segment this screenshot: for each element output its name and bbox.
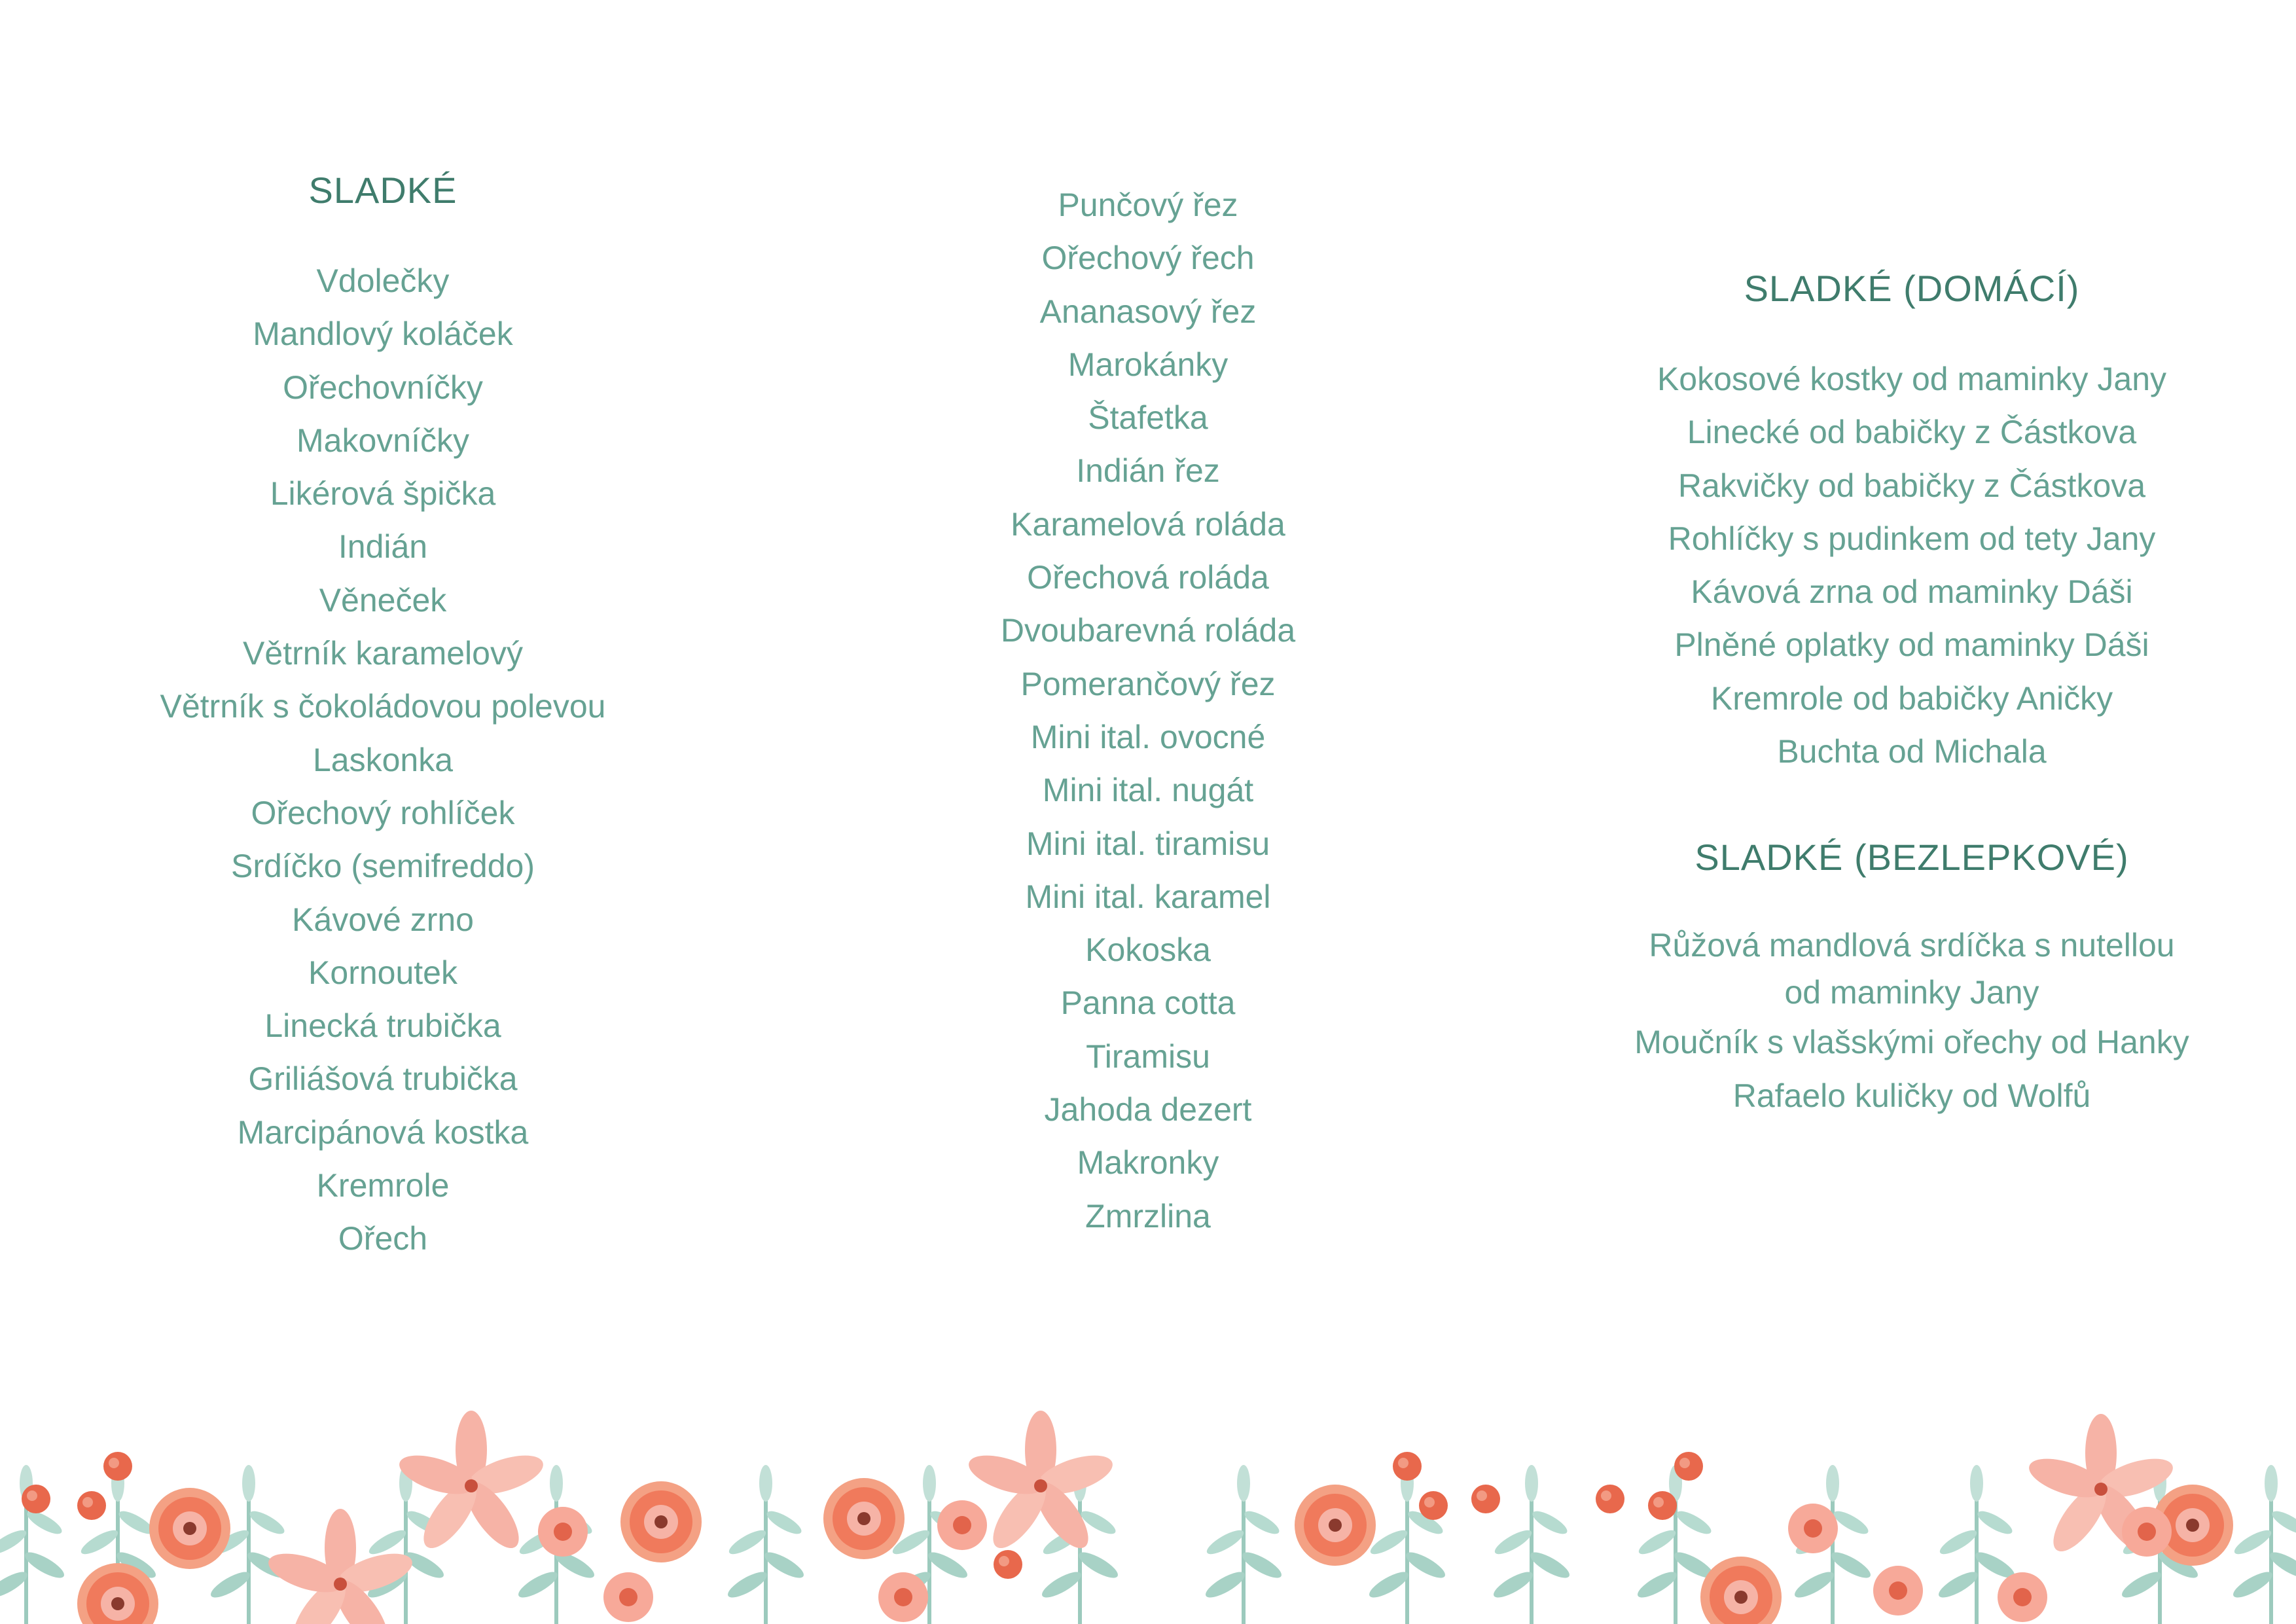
list-item: Ořechový rohlíček [251,794,515,831]
list-item: Kávová zrna od maminky Dáši [1691,573,2133,611]
list-item: Indián řez [1076,452,1220,490]
list-item: Linecká trubička [264,1007,501,1045]
list-item: Ořech [338,1220,428,1257]
list-item: Ananasový řez [1039,293,1257,330]
list-item: Mini ital. ovocné [1030,718,1266,755]
list-sweet [121,255,645,1266]
list-item: Makronky [1077,1144,1219,1182]
list-item: Likérová špička [270,475,496,513]
list-item: Tiramisu [1086,1038,1210,1075]
list-item: Větrník s čokoládovou polevou [160,688,606,725]
list-item-line: Růžová mandlová srdíčka s nutellou [1649,927,2175,964]
list-item: Kávové zrno [292,901,474,938]
list-item: Makovníčky [296,422,469,459]
column-middle [886,179,1410,1243]
section-title-homemade: SLADKÉ (DOMÁCÍ) [1744,268,2080,309]
list-item: Griliášová trubička [248,1060,518,1098]
section-title-sweet: SLADKÉ [308,170,457,211]
section-title-gluten-free: SLADKÉ (BEZLEPKOVÉ) [1695,837,2129,878]
list-item: Vdolečky [316,262,450,299]
list-item: Ořechovníčky [283,369,483,406]
list-item [1585,922,2239,1016]
list-item: Štafetka [1088,399,1208,437]
list-item: Rakvičky od babičky z Částkova [1677,467,2146,504]
list-item: Buchta od Michala [1777,733,2047,770]
list-item: Indián [338,528,428,566]
list-item: Pomerančový řez [1020,665,1276,702]
list-item: Mini ital. tiramisu [1026,825,1270,862]
list-item: Plněné oplatky od maminky Dáši [1674,626,2149,664]
list-item: Kokosové kostky od maminky Jany [1657,361,2167,397]
list-item: Kokoska [1085,931,1211,969]
list-item: Kornoutek [308,954,457,991]
list-item: Jahoda dezert [1044,1091,1252,1128]
list-item: Srdíčko (semifreddo) [230,848,535,885]
list-item: Punčový řez [1058,187,1238,223]
list-item: Zmrzlina [1085,1197,1211,1235]
list-item: Ořechová roláda [1027,559,1269,596]
list-item: Kremrole od babičky Aničky [1710,679,2113,717]
column-left [121,169,645,1266]
list-item: Mini ital. karamel [1025,878,1271,915]
list-item: Mandlový koláček [253,316,513,353]
list-item: Rohlíčky s pudinkem od tety Jany [1668,520,2156,557]
list-item: Mini ital. nugát [1042,772,1254,809]
list-item: Karamelová roláda [1011,505,1285,543]
list-sweet-continued [886,179,1410,1243]
list-item: Panna cotta [1060,984,1236,1022]
list-item: Marokánky [1067,346,1229,383]
list-item: Ořechový řech [1041,240,1255,277]
list-item: Větrník karamelový [243,635,523,672]
list-item: Moučník s vlašskými ořechy od Hanky [1634,1024,2189,1061]
list-item: Rafaelo kuličky od Wolfů [1732,1077,2091,1114]
list-item: Marcipánová kostka [237,1113,529,1151]
list-item: Kremrole [316,1167,450,1204]
list-item: Linecké od babičky z Částkova [1687,414,2137,451]
list-homemade [1585,353,2239,778]
list-item: Laskonka [312,741,454,778]
column-right [1585,267,2239,1123]
list-item: Věneček [319,581,447,619]
floral-border [0,1368,2296,1624]
list-item-line: od maminky Jany [1784,974,2039,1011]
list-item: Dvoubarevná roláda [1000,612,1296,649]
list-gluten-free [1585,922,2239,1123]
